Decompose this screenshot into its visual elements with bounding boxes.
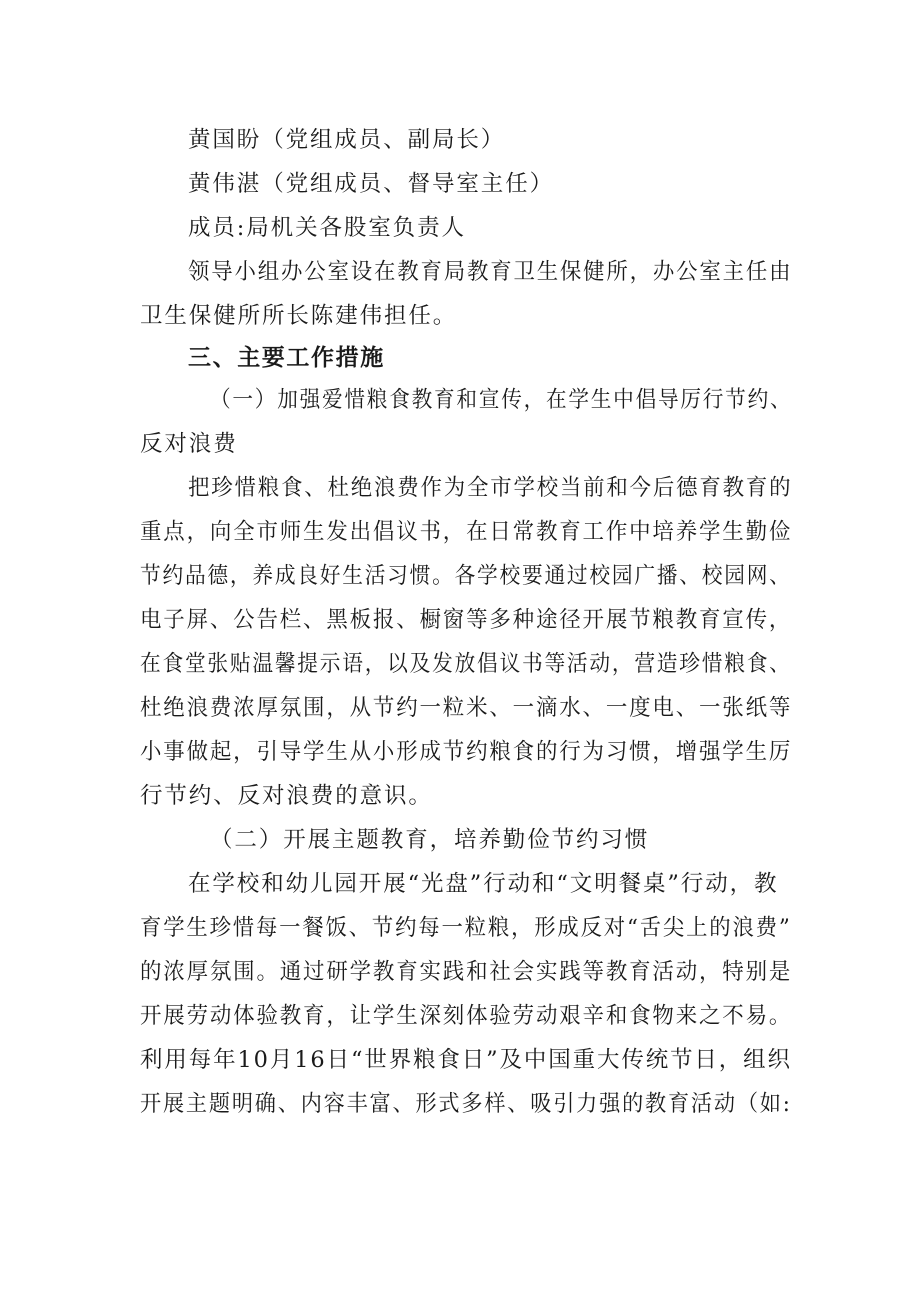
members-line: 成员:局机关各股室负责人 (188, 215, 466, 241)
paragraph-line: 利用每年10月16日“世界粮食日”及中国重大传统节日，组织 (140, 1047, 792, 1073)
paragraph-line: 领导小组办公室设在教育局教育卫生保健所，办公室主任由 (188, 259, 793, 285)
subsection-heading: （一）加强爱惜粮食教育和宣传，在学生中倡导厉行节约、 (210, 387, 793, 413)
member-line: 黄伟湛（党组成员、督导室主任） (188, 171, 555, 197)
paragraph-line: 把珍惜粮食、杜绝浪费作为全市学校当前和今后德育教育的 (188, 475, 793, 501)
subsection-heading: 反对浪费 (140, 431, 238, 457)
paragraph-line: 的浓厚氛围。通过研学教育实践和社会实践等教育活动，特别是 (140, 959, 793, 985)
paragraph-line: 卫生保健所所长陈建伟担任。 (140, 303, 458, 329)
paragraph-line: 在学校和幼儿园开展“光盘”行动和“文明餐桌”行动，教 (188, 871, 779, 897)
paragraph-line: 节约品德，养成良好生活习惯。各学校要通过校园广播、校园网、 (140, 563, 792, 589)
subsection-heading: （二）开展主题教育，培养勤俭节约习惯 (210, 827, 650, 853)
paragraph-line: 电子屏、公告栏、黑板报、橱窗等多种途径开展节粮教育宣传， (140, 607, 793, 633)
paragraph-line: 重点，向全市师生发出倡议书，在日常教育工作中培养学生勤俭 (140, 519, 793, 545)
section-heading: 三、主要工作措施 (188, 345, 385, 371)
paragraph-line: 开展劳动体验教育，让学生深刻体验劳动艰辛和食物来之不易。 (140, 1003, 793, 1029)
paragraph-line: 行节约、反对浪费的意识。 (140, 783, 433, 809)
paragraph-line: 在食堂张贴温馨提示语，以及发放倡议书等活动，营造珍惜粮食、 (140, 651, 792, 677)
paragraph-line: 育学生珍惜每一餐饭、节约每一粒粮，形成反对“舌尖上的浪费” (140, 915, 792, 941)
paragraph-line: 杜绝浪费浓厚氛围，从节约一粒米、一滴水、一度电、一张纸等 (140, 695, 793, 721)
paragraph-line: 小事做起，引导学生从小形成节约粮食的行为习惯，增强学生厉 (140, 739, 793, 765)
member-line: 黄国盼（党组成员、副局长） (188, 127, 506, 153)
paragraph-line: 开展主题明确、内容丰富、形式多样、吸引力强的教育活动（如: (140, 1091, 792, 1117)
